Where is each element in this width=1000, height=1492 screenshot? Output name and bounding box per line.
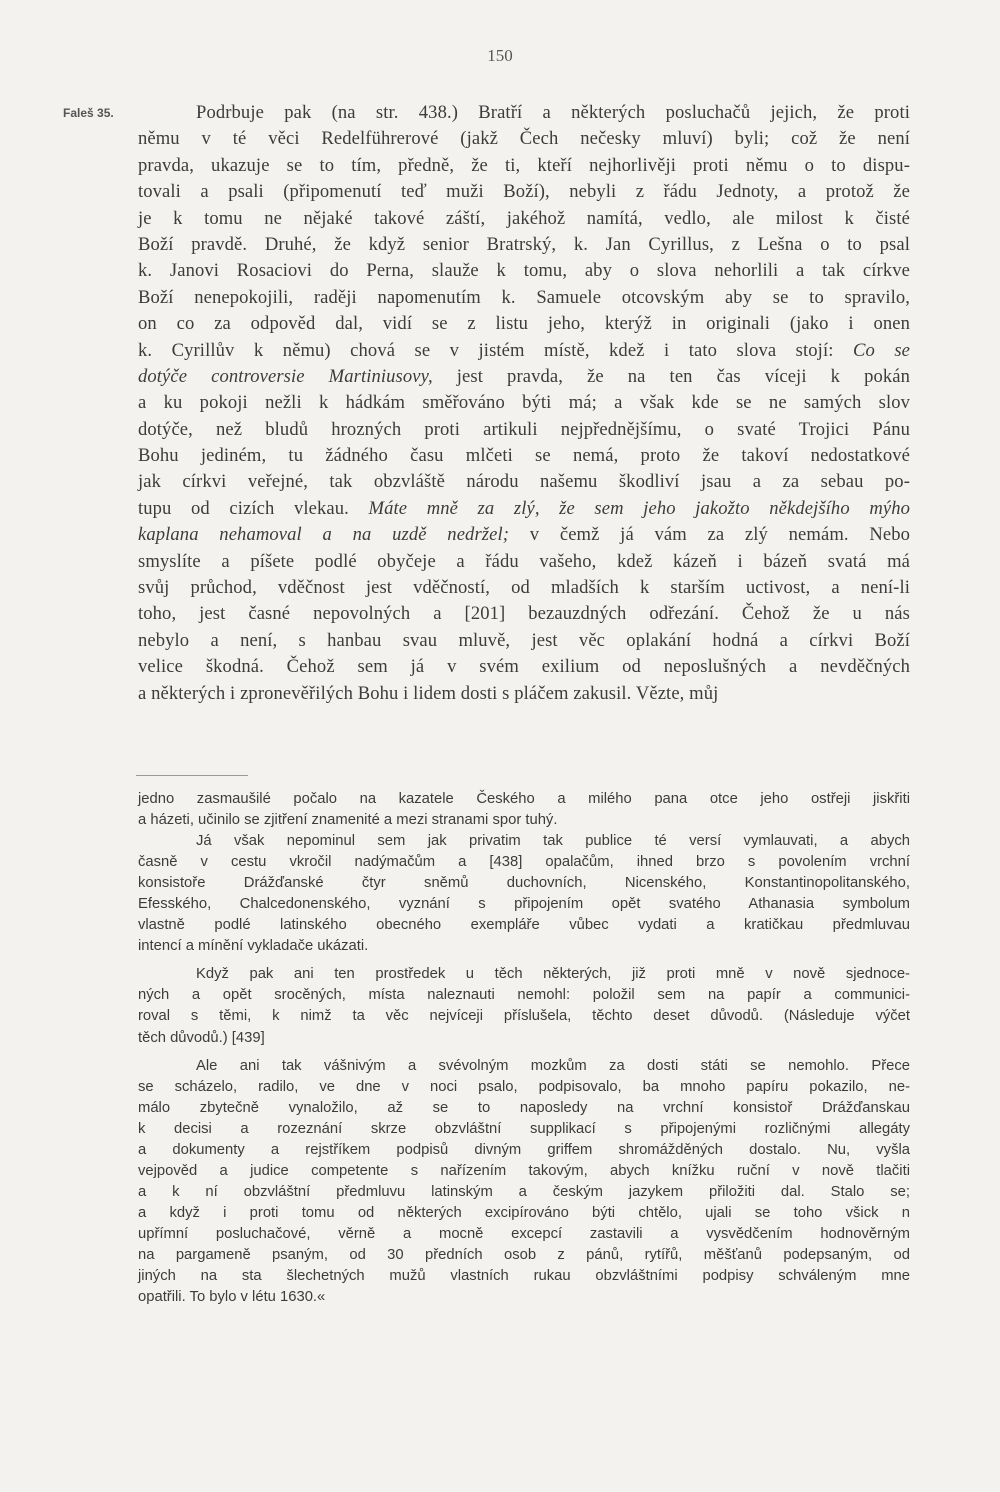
main-text-line (138, 338, 910, 364)
line-text: němu v té věci Redelführerové (jakž Čech nečesky mluví) byli; což že není (138, 128, 910, 150)
footnote-line: těch důvodů.) [439] (138, 1029, 265, 1046)
main-text-line (138, 153, 910, 179)
footnote-line: konsistoře Drážďanské čtyr sněmů duchovních, Nicenského, Konstantinopolitanského, (138, 875, 910, 892)
line-text: a některých i zpronevěřilých Bohu i lidem dosti s pláčem zakusil. Vězte, můj (138, 682, 719, 704)
main-text-line (138, 232, 910, 258)
line-text: tovali a psali (připomenutí teď muži Boží), nebyli z řádu Jednoty, a protož že (138, 181, 910, 203)
page-number: 150 (487, 46, 513, 65)
main-text-line (138, 285, 910, 311)
footnote-line: vejpověd a judice competente s nařízením takovým, abych knížku ruční v nově tlačiti (138, 1162, 910, 1179)
line-text: k. Cyrillův k němu) chová se v jistém místě, kdež i tato slova stojí: (138, 339, 834, 361)
main-text-line (138, 179, 910, 205)
footnote-line: časně v cestu vkročil nadýmačům a [438] opalačům, ihned brzo s povolením vrchní (138, 854, 910, 871)
footnote-line: málo zbytečně vynaložilo, až se to naposledy na vrchní konsistoř Drážďanskau (138, 1099, 910, 1116)
footnotes-block (138, 789, 910, 1308)
main-text-line (138, 522, 910, 548)
footnote-line: a když i proti tomu od některých excipírováno býti chtělo, ujali se toho všick n (138, 1204, 910, 1221)
main-text-block (138, 100, 910, 707)
italic-quote: Co se (852, 339, 911, 361)
footnote-separator-rule (136, 775, 248, 776)
line-text: tupu od cizích vlekau. (138, 497, 349, 519)
main-text-line (138, 126, 910, 152)
line-text: k. Janovi Rosaciovi do Perna, slauže k tomu, aby o slova nehorlili a tak církve (138, 260, 910, 282)
line-text: jest pravda, že na ten čas víceji k pokán (456, 365, 911, 387)
italic-quote: kaplana nehamoval a na uzdě nedržel; (138, 524, 510, 546)
main-text-line (138, 549, 910, 575)
main-text-line (138, 628, 910, 654)
main-text-line (138, 496, 910, 522)
main-text-line (138, 443, 910, 469)
footnote-line: a házeti, učinilo se zjitření znamenité a mezi stranami spor tuhý. (138, 812, 558, 829)
footnote-line: Ale ani tak vášnivým a svévolným mozkům za dosti státi se nemohlo. Přece (196, 1057, 910, 1074)
footnote-paragraph (138, 789, 910, 831)
main-text-line (138, 681, 910, 707)
main-text-line (138, 469, 910, 495)
main-text-line (138, 601, 910, 627)
footnote-paragraph (138, 1056, 910, 1309)
footnote-line: k decisi a rozeznání skrze obzvláštní supplikací s připojenými rozličnými allegáty (138, 1120, 910, 1137)
footnote-line: roval s těmi, k nimž ta věc nejvíceji příslušela, těchto deset důvodů. (Následuje výčet (138, 1008, 910, 1025)
footnote-line: Když pak ani ten prostředek u těch některých, již proti mně v nově sjednoce- (196, 966, 910, 983)
line-text: toho, jest časné nepovolných a [201] bezauzdných odřezání. Čehož že u nás (138, 603, 910, 625)
main-text-line (138, 206, 910, 232)
main-text-line (138, 575, 910, 601)
footnote-line: upřímní posluchačové, věrně a mocně excepcí zastavili a vysvědčením hodnověrným (138, 1225, 910, 1242)
paragraph-gap (138, 957, 910, 964)
marginal-note: Faleš 35. (63, 106, 114, 120)
main-text-line (138, 364, 910, 390)
footnote-line: na pargameně psaným, od 30 předních osob z pánů, rytířů, měšťanů podepsaným, od (138, 1246, 910, 1263)
line-text: dotýče, než bludů hrozných proti artikuli nejpřednějšímu, o svaté Trojici Pánu (138, 418, 910, 440)
italic-quote: dotýče controversie Martiniusovy, (138, 365, 433, 387)
line-text: v čemž já vám za zlý nemám. Nebo (529, 524, 911, 546)
footnote-line: jedno zasmaušilé počalo na kazatele Českého a milého pana otce jeho ostřeji jiskřiti (138, 791, 910, 807)
footnote-line: se scházelo, radilo, ve dne v noci psalo, podpisovalo, ba mnoho papíru pokazilo, ne- (138, 1078, 910, 1095)
line-text: smyslíte a píšete podlé obyčeje a řádu vašeho, kdež kázeň i bázeň svatá má (138, 550, 910, 572)
line-text: nebylo a není, s hanbau svau mluvě, jest věc oplakání hodná a církvi Boží (138, 629, 910, 651)
main-text-line (138, 258, 910, 284)
footnote-line: jiných na sta šlechetných mužů vlastních rukau obzvláštními podpisy schváleným mne (138, 1268, 910, 1285)
footnote-line: a dokumenty a rejstříkem podpisů divným griffem shromážděných dostalo. Nu, vyšla (138, 1141, 910, 1158)
main-text-line (138, 654, 910, 680)
main-text-line (138, 417, 910, 443)
line-text: on co za odpověd dal, vidí se z listu jeho, kterýž in originali (jako i onen (138, 313, 910, 335)
paragraph-gap (138, 1049, 910, 1056)
footnote-line: Efesského, Chalcedonenského, vyznání s připojením opět svatého Athanasia symbolum (138, 896, 910, 913)
line-text: jak církvi veřejné, tak obzvláště národu našemu škodliví jsau a za sebau po- (138, 471, 910, 493)
italic-quote: Máte mně za zlý, že sem jeho jakožto někdejšího mýho (368, 497, 910, 519)
line-text: svůj průchod, vděčnost jest vděčností, od mladších k starším uctivost, a není-li (138, 577, 910, 599)
main-text-line (138, 100, 910, 126)
footnote-line: opatřili. To bylo v létu 1630.« (138, 1289, 326, 1306)
line-text: Bohu jediném, tu žádného času mlčeti se nemá, proto že takoví nedostatkové (138, 445, 910, 467)
footnote-line: ných a opět srocěných, místa naleznauti nemohl: položil sem na papír a communici- (138, 987, 910, 1004)
main-text-line (138, 311, 910, 337)
footnote-line: vlastně podlé latinského obecného exempláře vůbec vydati a kratičkau předmluvau (138, 917, 910, 934)
main-text-line (138, 390, 910, 416)
footnote-line: Já však nepominul sem jak privatim tak publice té versí vymlauvati, a abych (196, 833, 910, 850)
line-text: Boží pravdě. Druhé, že když senior Bratrský, k. Jan Cyrillus, z Lešna o to psal (138, 233, 910, 255)
line-text: je k tomu ne nějaké takové záští, jakéhož namítá, vedlo, ale milost k čisté (138, 207, 910, 229)
footnote-line: intencí a mínění vykladače ukázati. (138, 938, 369, 955)
line-text: pravda, ukazuje se to tím, předně, že ti, kteří nejhorlivěji proti němu o to dispu- (138, 154, 910, 176)
line-text: Boží nenepokojili, raději napomenutím k. Samuele otcovským aby se to spravilo, (138, 286, 910, 308)
line-text: a ku pokoji nežli k hádkám směřováno býti má; a však kde se ne samých slov (138, 392, 910, 414)
footnote-line: a k ní obzvláštní předmluvu latinským a českým jazykem přiložiti dal. Stalo se; (138, 1183, 910, 1200)
footnote-paragraph (138, 964, 910, 1048)
footnote-paragraph (138, 831, 910, 957)
line-text: velice škodná. Čehož sem já v svém exilium od neposlušných a nevděčných (138, 656, 910, 678)
line-text: Podrbuje pak (na str. 438.) Bratří a některých posluchačů jejich, že proti (196, 102, 910, 123)
